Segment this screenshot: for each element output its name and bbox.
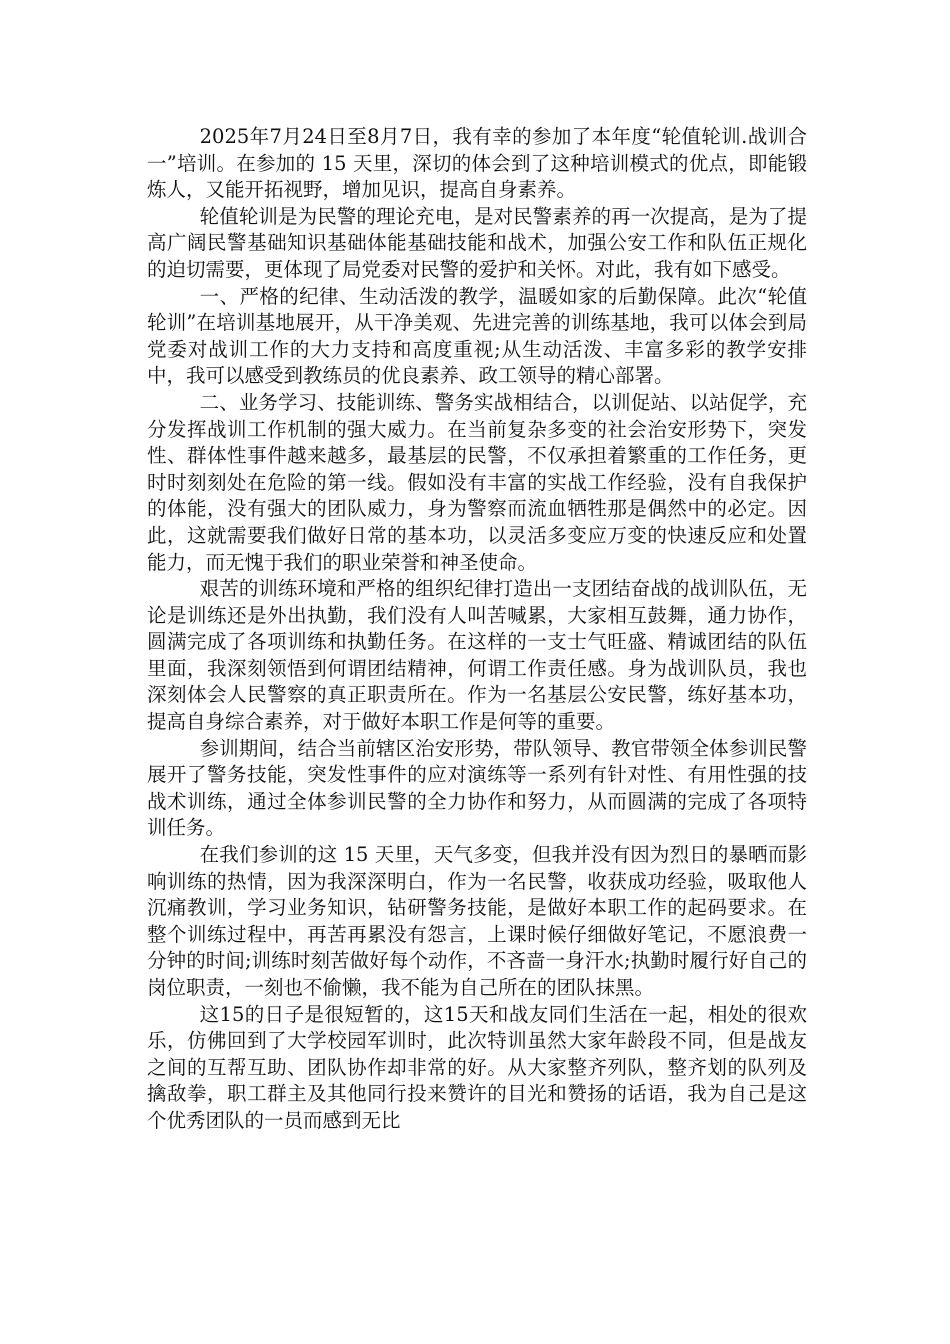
paragraph: 一、严格的纪律、生动活泼的教学，温暖如家的后勤保障。此次“轮值轮训”在培训基地展开，从干净美观、先进完善的训练基地，我可以体会到局党委对战训工作的大力支持和高度重视;从生动活泼、丰富多彩的教学安排中，我可以感受到教练员的优良素养、政工领导的精心部署。: [147, 284, 807, 388]
paragraph: 艰苦的训练环境和严格的组织纪律打造出一支团结奋战的战训队伍，无论是训练还是外出执勤，我们没有人叫苦喊累，大家相互鼓舞，通力协作，圆满完成了各项训练和执勤任务。在这样的一支士气旺盛、精诚团结的队伍里面，我深刻领悟到何谓团结精神，何谓工作责任感。身为战训队员，我也深刻体会人民警察的真正职责所在。作为一名基层公安民警，练好基本功，提高自身综合素养，对于做好本职工作是何等的重要。: [147, 577, 807, 734]
paragraph: 参训期间，结合当前辖区治安形势，带队领导、教官带领全体参训民警展开了警务技能，突发性事件的应对演练等一系列有针对性、有用性强的技战术训练，通过全体参训民警的全力协作和努力，从而圆满的完成了各项特训任务。: [147, 736, 807, 840]
paragraph: 2025年7月24日至8月7日，我有幸的参加了本年度“轮值轮训.战训合一”培训。在参加的 15 天里，深切的体会到了这种培训模式的优点，即能锻炼人，又能开拓视野，增加见识，提高自身素养。: [147, 125, 807, 202]
paragraph: 在我们参训的这 15 天里，天气多变，但我并没有因为烈日的暴晒而影响训练的热情，因为我深深明白，作为一名民警，收获成功经验，吸取他人沉痛教训，学习业务知识，钻研警务技能，是做好本职工作的起码要求。在整个训练过程中，再苦再累没有怨言，上课时候仔细做好笔记，不愿浪费一分钟的时间;训练时刻苦做好每个动作，不吝啬一身汗水;执勤时履行好自己的岗位职责，一刻也不偷懒，我不能为自己所在的团队抹黑。: [147, 843, 807, 999]
paragraph: 这15的日子是很短暂的，这15天和战友同们生活在一起，相处的很欢乐，仿佛回到了大学校园军训时，此次特训虽然大家年龄段不同，但是战友之间的互帮互助、团队协作却非常的好。从大家整齐列队，整齐划的队列及擒敌拳，职工群主及其他同行投来赞许的目光和赞扬的话语，我为自己是这个优秀团队的一员而感到无比: [147, 1002, 807, 1132]
document-body: [147, 124, 807, 1135]
paragraph: 二、业务学习、技能训练、警务实战相结合，以训促站、以站促学，充分发挥战训工作机制的强大威力。在当前复杂多变的社会治安形势下，突发性、群体性事件越来越多，最基层的民警，不仅承担着繁重的工作任务，更时时刻刻处在危险的第一线。假如没有丰富的实战工作经验，没有自我保护的体能，没有强大的团队威力，身为警察而流血牺牲那是偶然中的必定。因此，这就需要我们做好日常的基本功，以灵活多变应万变的快速反应和处置能力，而无愧于我们的职业荣誉和神圣使命。: [147, 390, 807, 574]
paragraph: 轮值轮训是为民警的理论充电，是对民警素养的再一次提高，是为了提高广阔民警基础知识基础体能基础技能和战术，加强公安工作和队伍正规化的迫切需要，更体现了局党委对民警的爱护和关怀。对此，我有如下感受。: [147, 204, 807, 281]
